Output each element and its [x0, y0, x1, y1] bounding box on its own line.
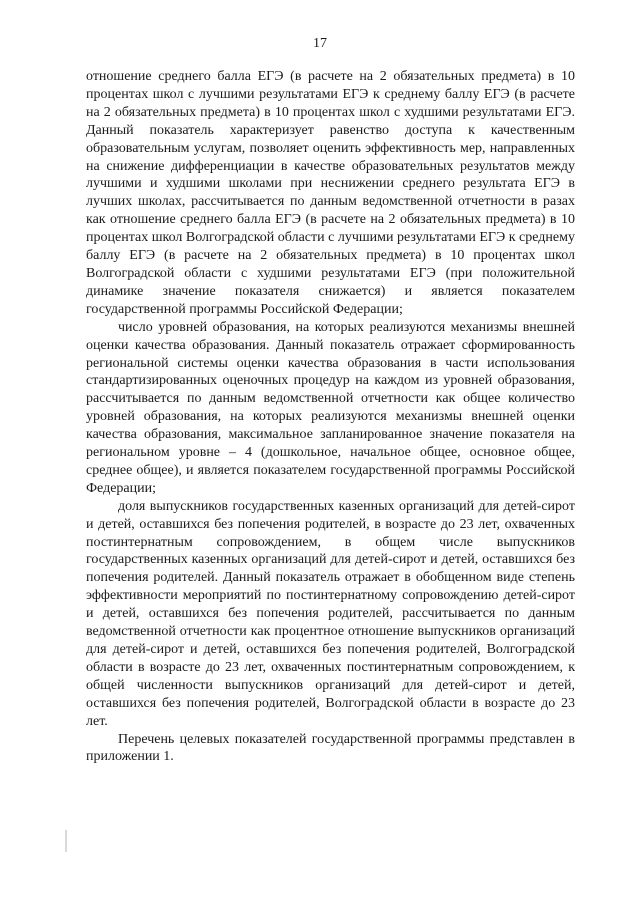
- page-number: 17: [313, 36, 327, 51]
- paragraph-orphan-graduates: доля выпускников государственных казенных организаций для детей-сирот и детей, оставшихся без попечения родителей, в возрасте до 23 лет, охваченных постинтернатным сопровождением, в общем числе выпускников государственных казенных организаций для детей-сирот и детей, оставшихся без попечения родителей. Данный показатель отражает в обобщенном виде степень эффективности мероприятий по постинтернатному сопровождению детей-сирот и детей, оставшихся без попечения родителей, рассчитывается по данным ведомственной отчетности как процентное отношение выпускников организаций для детей-сирот и детей, оставшихся без попечения родителей, Волгоградской области в возрасте до 23 лет, охваченных постинтернатным сопровождением, к общей численности выпускников организаций для детей-сирот и детей, оставшихся без попечения родителей, Волгоградской области в возрасте до 23 лет.: [86, 498, 575, 729]
- paragraph-indicator-list: Перечень целевых показателей государственной программы представлен в приложении 1.: [86, 731, 575, 765]
- paragraph-ege-ratio: отношение среднего балла ЕГЭ (в расчете на 2 обязательных предмета) в 10 процентах школ с лучшими результатами ЕГЭ к среднему баллу ЕГЭ (в расчете на 2 обязательных предмета) в 10 процентах школ с худшими результатами ЕГЭ. Данный показатель характеризует равенство доступа к качественным образовательным услугам, позволяет оценить эффективность мер, направленных на снижение дифференциации в качестве образовательных результатов между лучшими и худшими школами при неснижении среднего результата ЕГЭ в лучших школах, рассчитывается по данным ведомственной отчетности в разах как отношение среднего балла ЕГЭ (в расчете на 2 обязательных предмета) в 10 процентах школ Волгоградской области с лучшими результатами ЕГЭ к среднему баллу ЕГЭ (в расчете на 2 обязательных предмета) в 10 процентах школ Волгоградской области с худшими результатами ЕГЭ (при положительной динамике значение показателя снижается) и является показателем государственной программы Российской Федерации;: [86, 69, 575, 317]
- paragraph-assessment-levels: число уровней образования, на которых реализуются механизмы внешней оценки качества образования. Данный показатель отражает сформированность региональной системы оценки качества образования в части использования стандартизированных оценочных процедур на каждом из уровней образования, рассчитывается по данным ведомственной отчетности как общее количество уровней образования, на которых реализуются механизмы внешней оценки качества образования, максимальное запланированное значение показателя на региональном уровне – 4 (дошкольное, начальное общее, основное общее, среднее общее), и является показателем государственной программы Российской Федерации;: [86, 319, 575, 496]
- document-body: [86, 68, 575, 766]
- scan-margin-mark: [65, 830, 67, 852]
